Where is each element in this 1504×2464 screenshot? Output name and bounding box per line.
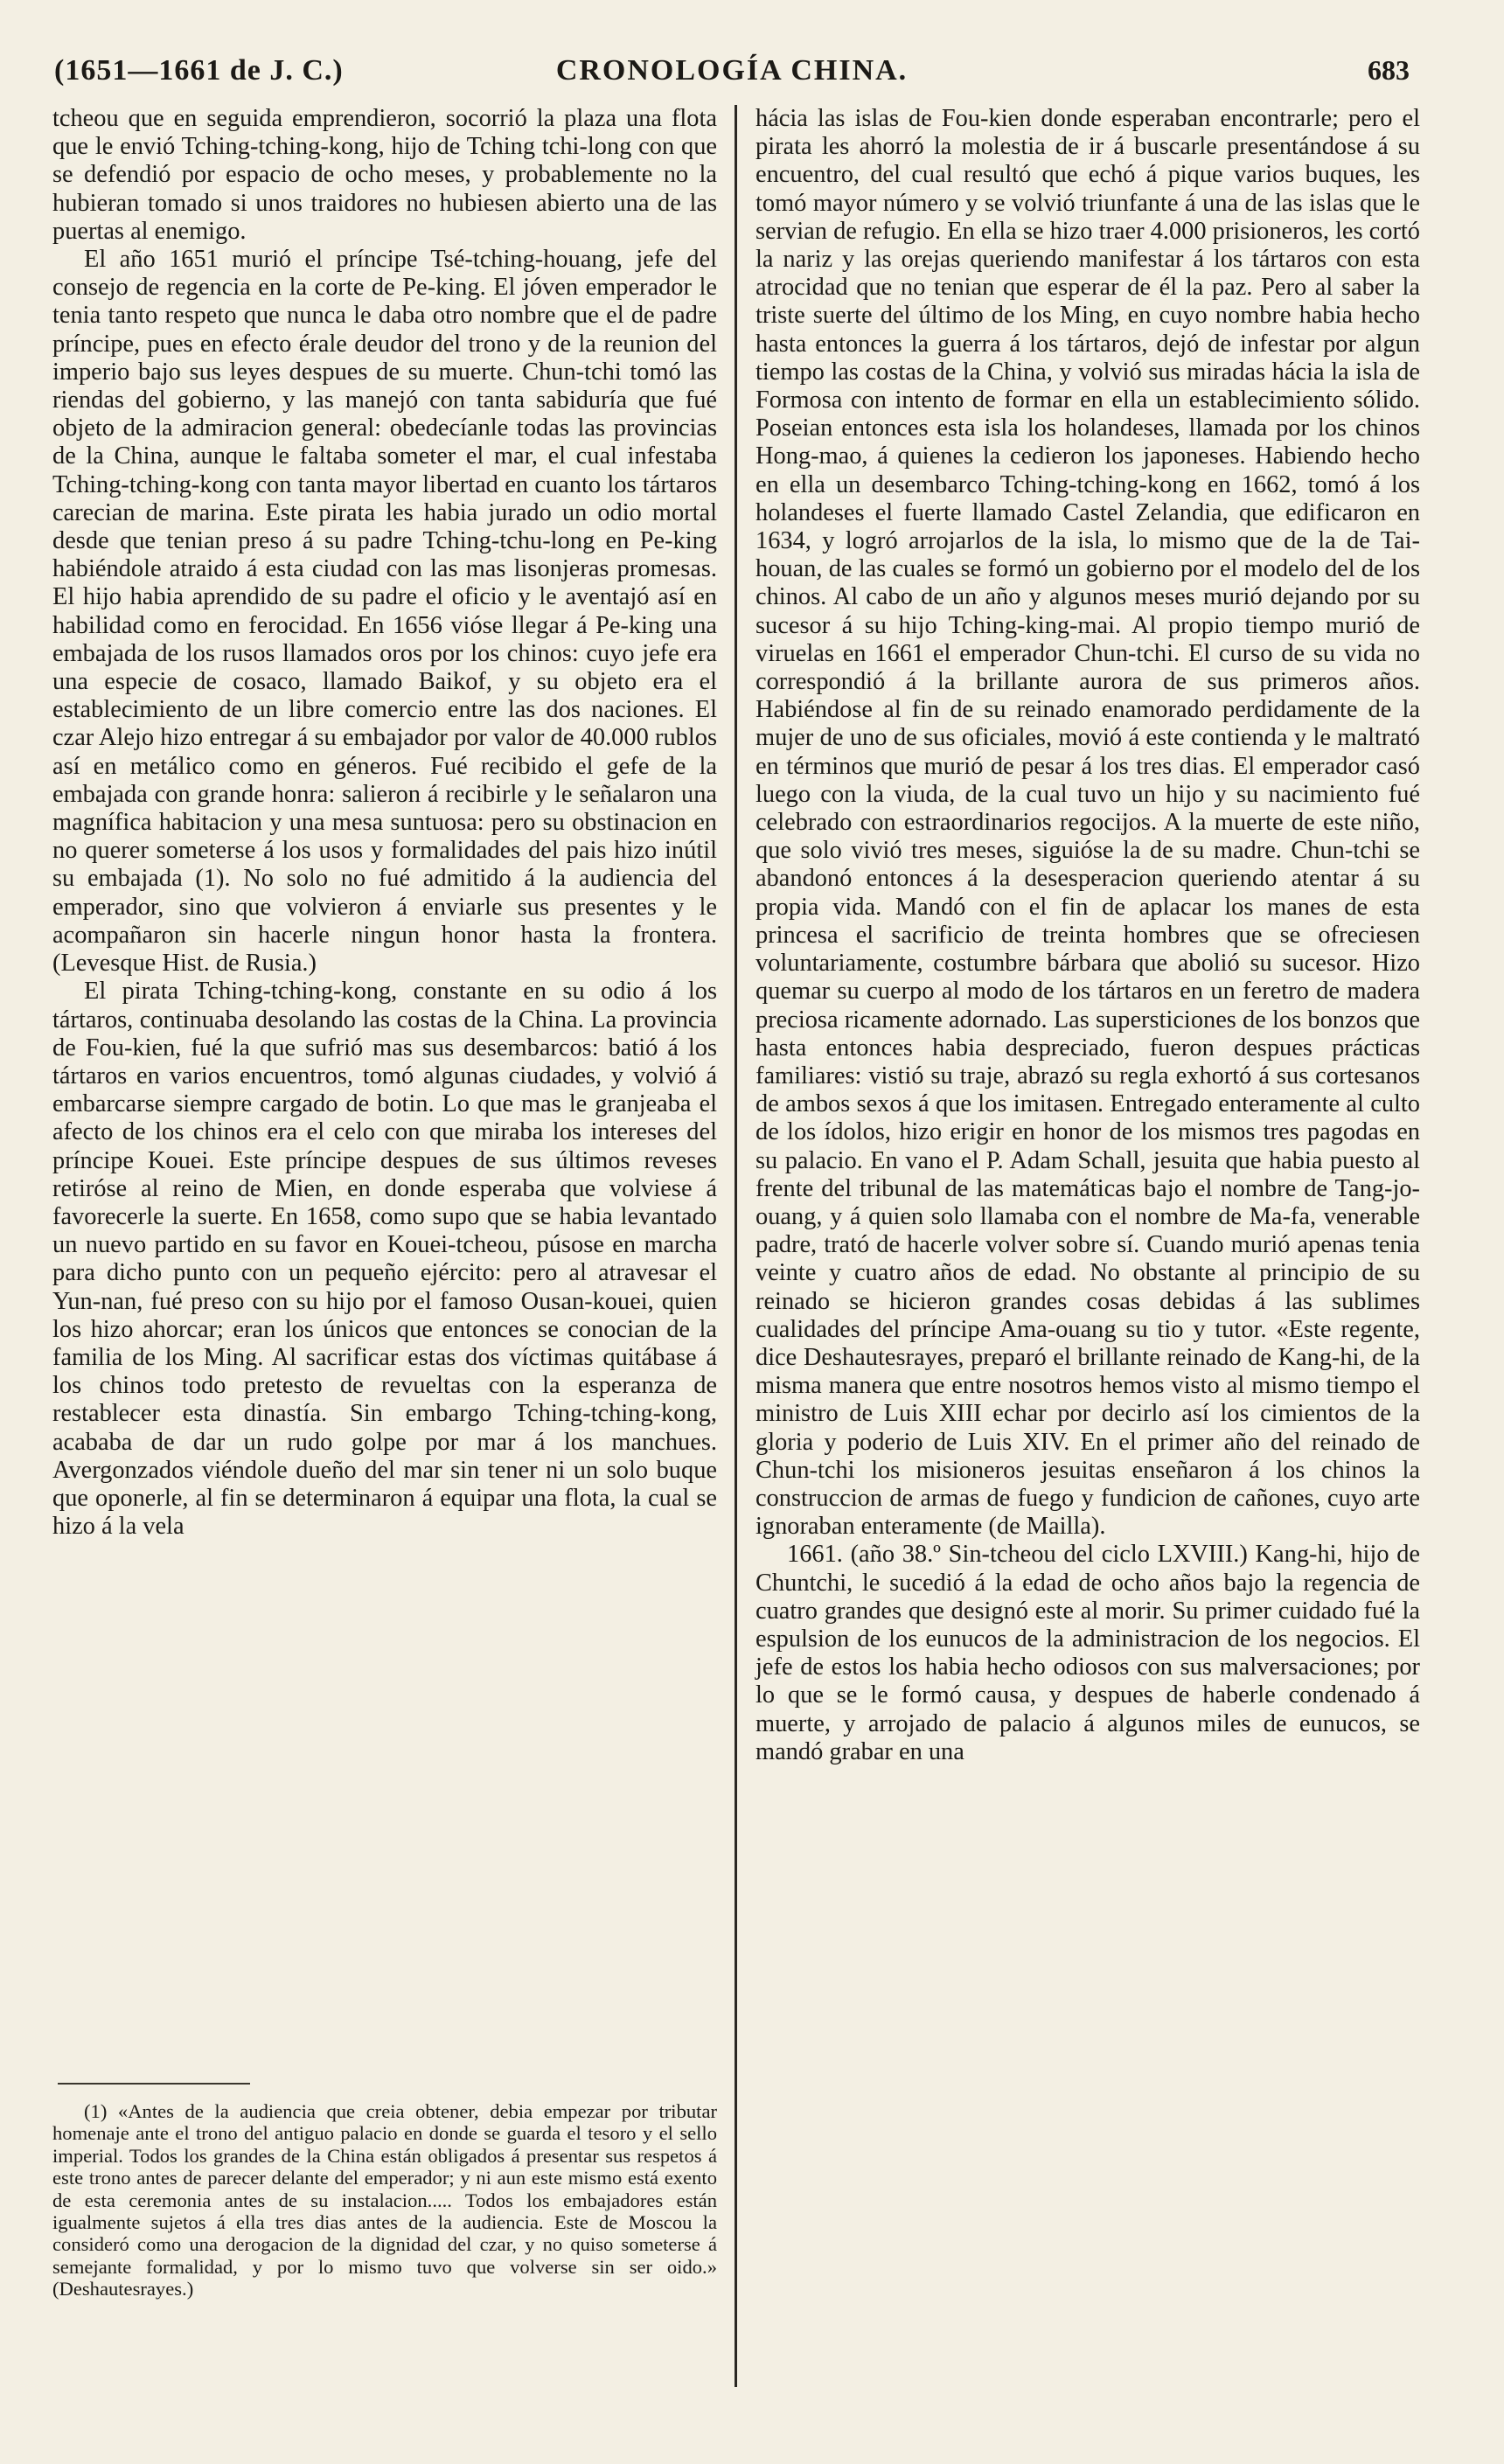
left-column — [52, 105, 717, 1541]
paragraph: El año 1651 murió el príncipe Tsé-tching-houang, jefe del consejo de regencia en la corte de Pe-king. El jóven emperador le tenia tanto respeto que nunca le daba otro nombre que el de padre príncipe, pues en efecto érale deudor del trono y de la reunion del imperio bajo sus leyes despues de su muerte. Chun-tchi tomó las riendas del gobierno, y las manejó con tanta sabiduría que fué objeto de la admiracion general: obedecíanle todas las provincias de la China, aunque le faltaba someter el mar, el cual infestaba Tching-tching-kong con tanta mayor libertad en cuanto los tártaros carecian de marina. Este pirata les habia jurado un odio mortal desde que tenian preso á su padre Tching-tchu-long en Pe-king habiéndole atraido á esta ciudad con las mas lisonjeras promesas. El hijo habia aprendido de su padre el oficio y le aventajó así en habilidad como en ferocidad. En 1656 vióse llegar á Pe-king una embajada de los rusos llamados oros por los chinos: cuyo jefe era una especie de cosaco, llamado Baikof, y su objeto era el establecimiento de un libre comercio entre las dos naciones. El czar Alejo hizo entregar á su embajador por valor de 40.000 rublos así en metálico como en géneros. Fué recibido el gefe de la embajada con grande honra: salieron á recibirle y le señalaron una magnífica habitacion y una mesa suntuosa: pero su obstinacion en no querer someterse á los usos y formalidades del pais hizo inútil su embajada (1). No solo no fué admitido á la audiencia del emperador, sino que volvieron á enviarle sus presentes y le acompañaron sin hacerle ningun honor hasta la frontera. (Levesque Hist. de Rusia.) — [52, 246, 717, 978]
paragraph: hácia las islas de Fou-kien donde esperaban encontrarle; pero el pirata les ahorró la molestia de ir á buscarle presentándose á su encuentro, del cual resultó que echó á pique varios buques, les tomó mayor número y se volvió triunfante á una de las islas que le servian de refugio. En ella se hizo traer 4.000 prisioneros, les cortó la nariz y las orejas queriendo manifestar á los tártaros con esta atrocidad que no tenian que esperar de él la paz. Pero al saber la triste suerte del último de los Ming, en cuyo nombre habia hecho hasta entonces la guerra á los tártaros, dejó de infestar por algun tiempo las costas de la China, y volvió sus miradas hácia la isla de Formosa con intento de formar en ella un establecimiento sólido. Poseian entonces esta isla los holandeses, llamada por los chinos Hong-mao, á quienes la cedieron los japoneses. Habiendo hecho en ella un desembarco Tching-tching-kong en 1662, tomó á los holandeses el fuerte llamado Castel Zelandia, que edificaron en 1634, y logró arrojarlos de la isla, lo mismo que de la de Tai-houan, de las cuales se formó un gobierno por el modelo del de los chinos. Al cabo de un año y algunos meses murió dejando por su sucesor á su hijo Tching-king-mai. Al propio tiempo murió de viruelas en 1661 el emperador Chun-tchi. El curso de su vida no correspondió á la brillante aurora de sus primeros años. Habiéndose al fin de su reinado enamorado perdidamente de la mujer de uno de sus oficiales, movió á este contienda y le maltrató en términos que murió de pesar á los tres dias. El emperador casó luego con la viuda, de la cual tuvo un hijo y su nacimiento fué celebrado con estraordinarios regocijos. A la muerte de este niño, que solo vivió tres meses, siguióse la de su madre. Chun-tchi se abandonó entonces á la desesperacion queriendo atentar á su propia vida. Mandó con el fin de aplacar los manes de esta princesa el sacrificio de treinta hombres que se ofreciesen voluntariamente, costumbre bárbara que abolió su sucesor. Hizo quemar su cuerpo al modo de los tártaros en un feretro de madera preciosa ricamente adornado. Las supersticiones de los bonzos que hasta entonces habia despreciado, fueron despues prácticas familiares: vistió su traje, abrazó su regla exhortó á sus cortesanos de ambos sexos á que los imitasen. Entregado enteramente al culto de los ídolos, hizo erigir en honor de los mismos tres pagodas en su palacio. En vano el P. Adam Schall, jesuita que habia puesto al frente del tribunal de las matemáticas bajo el nombre de Tang-jo-ouang, y á quien solo llamaba con el nombre de Ma-fa, venerable padre, trató de hacerle volver sobre sí. Cuando murió apenas tenia veinte y cuatro años de edad. No obstante al principio de su reinado se hicieron grandes cosas debidas á las sublimes cualidades del príncipe Ama-ouang su tio y tutor. «Este regente, dice Deshautesrayes, preparó el brillante reinado de Kang-hi, de la misma manera que entre nosotros hemos visto al mismo tiempo el ministro de Luis XIII echar por decirlo así los cimientos de la gloria y poderio de Luis XIV. En el primer año del reinado de Chun-tchi los misioneros jesuitas enseñaron á los chinos la construccion de armas de fuego y fundicion de cañones, cuyo arte ignoraban enteramente (de Mailla). — [755, 105, 1420, 1541]
header-date-range: (1651—1661 de J. C.) — [54, 54, 344, 87]
page-header — [54, 54, 1410, 98]
column-divider — [735, 105, 737, 2387]
header-title: CRONOLOGÍA CHINA. — [555, 54, 909, 87]
page-number: 683 — [1368, 54, 1410, 86]
right-column — [755, 105, 1420, 1766]
paragraph: El pirata Tching-tching-kong, constante en su odio á los tártaros, continuaba desolando las costas de la China. La provincia de Fou-kien, fué la que sufrió mas sus desembarcos: batió á los tártaros en varios encuentros, tomó algunas ciudades, y volvió á embarcarse siempre cargado de botin. Lo que mas le granjeaba el afecto de los chinos era el celo con que miraba los intereses del príncipe Kouei. Este príncipe despues de sus últimos reveses retiróse al reino de Mien, en donde esperaba que volviese á favorecerle la suerte. En 1658, como supo que se habia levantado un nuevo partido en su favor en Kouei-tcheou, púsose en marcha para dicho punto con un pequeño ejército: pero al atravesar el Yun-nan, fué preso con su hijo por el famoso Ousan-kouei, quien los hizo ahorcar; eran los únicos que entonces se conocian de la familia de los Ming. Al sacrificar estas dos víctimas quitábase á los chinos todo pretesto de revueltas con la esperanza de restablecer esta dinastía. Sin embargo Tching-tching-kong, acababa de dar un rudo golpe por mar á los manchues. Avergonzados viéndole dueño del mar sin tener ni un solo buque que oponerle, al fin se determinaron á equipar una flota, la cual se hizo á la vela — [52, 978, 717, 1541]
footnote — [52, 2100, 717, 2300]
footnote-text: (1) «Antes de la audiencia que creia obtener, debia empezar por tributar homenaje ante el trono del antiguo palacio en donde se guarda el tesoro y el sello imperial. Todos los grandes de la China están obligados á presentar sus respetos á este trono antes de parecer delante del emperador; y ni aun este mismo está exento de esta ceremonia antes de su instalacion..... Todos los embajadores están igualmente sujetos á ella tres dias antes de la audiencia. Este de Moscou la consideró como una derogacion de la dignidad del czar, y no quiso someterse á semejante formalidad, y por lo mismo tuvo que volverse sin ser oido.» (Deshautesrayes.) — [52, 2100, 717, 2300]
paragraph: 1661. (año 38.º Sin-tcheou del ciclo LXVIII.) Kang-hi, hijo de Chuntchi, le sucedió á la edad de ocho años bajo la regencia de cuatro grandes que designó este al morir. Su primer cuidado fué la espulsion de los eunucos de la administracion de los negocios. El jefe de estos los habia hecho odiosos con sus malversaciones; por lo que se le formó causa, y despues de haberle condenado á muerte, y arrojado de palacio á algunos miles de eunucos, se mandó grabar en una — [755, 1541, 1420, 1765]
paragraph: tcheou que en seguida emprendieron, socorrió la plaza una flota que le envió Tching-tching-kong, hijo de Tching tchi-long con que se defendió por espacio de ocho meses, y probablemente no la hubieran tomado si unos traidores no hubiesen abierto una de las puertas al enemigo. — [52, 105, 717, 245]
footnote-rule — [58, 2083, 250, 2085]
